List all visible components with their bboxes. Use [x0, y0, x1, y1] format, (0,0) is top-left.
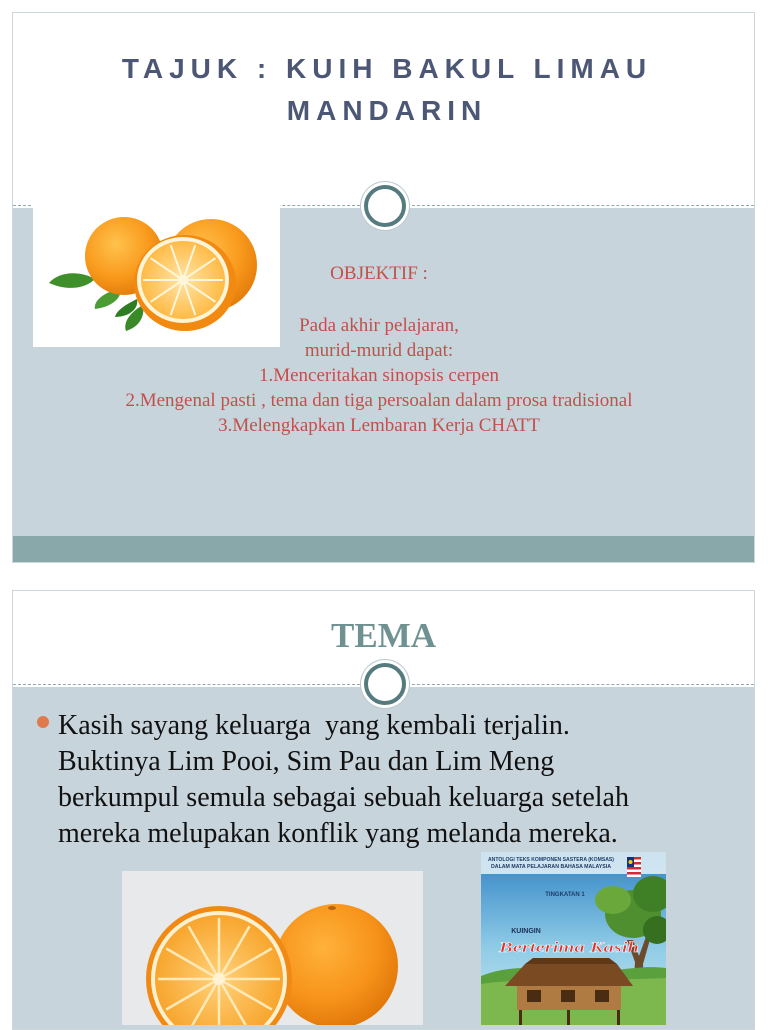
slide-objective	[12, 12, 755, 563]
paragraph-line: Buktinya Lim Pooi, Sim Pau dan Lim Meng	[58, 746, 555, 777]
book-cover-image	[481, 852, 666, 1025]
mandarin-oranges-image	[33, 199, 280, 347]
book-form-label: TINGKATAN 1	[545, 892, 585, 898]
divider-ring-icon	[364, 663, 406, 705]
slide-title: TEMA	[331, 616, 436, 655]
malaysia-flag-icon	[627, 857, 641, 877]
slide-tema	[12, 590, 755, 1030]
slide-title: TAJUK : KUIH BAKUL LIMAU MANDARIN	[121, 53, 653, 126]
orange-halves-image	[122, 871, 423, 1025]
book-title-script: Berterima Kasih	[497, 940, 639, 956]
orange-slice	[134, 235, 236, 331]
tema-paragraph	[58, 708, 629, 852]
book-series-line2: DALAM MATA PELAJARAN BAHASA MALAYSIA	[491, 864, 612, 870]
objective-line: 3.Melengkapkan Lembaran Kerja CHATT	[218, 415, 540, 436]
objective-line: murid-murid dapat:	[304, 340, 454, 361]
paragraph-line: berkumpul semula sebagai sebuah keluarga setelah	[58, 782, 629, 813]
book-title-small: KUINGIN	[511, 928, 541, 935]
divider-ring-icon	[364, 185, 406, 227]
orange-whole	[274, 904, 398, 1025]
objective-heading: OBJEKTIF :	[330, 263, 428, 284]
footer-band	[13, 536, 754, 562]
book-series-line1: ANTOLOGI TEKS KOMPONEN SASTERA (KOMSAS)	[488, 857, 615, 863]
objective-line: 2.Mengenal pasti , tema dan tiga persoalan dalam prosa tradisional	[125, 390, 633, 411]
bullet-dot-icon	[37, 716, 49, 728]
objective-line: 1.Menceritakan sinopsis cerpen	[258, 365, 500, 386]
paragraph-line: mereka melupakan konflik yang melanda mereka.	[58, 818, 618, 849]
paragraph-line: Kasih sayang keluarga yang kembali terjalin.	[58, 710, 570, 741]
objective-line: Pada akhir pelajaran,	[299, 315, 459, 336]
